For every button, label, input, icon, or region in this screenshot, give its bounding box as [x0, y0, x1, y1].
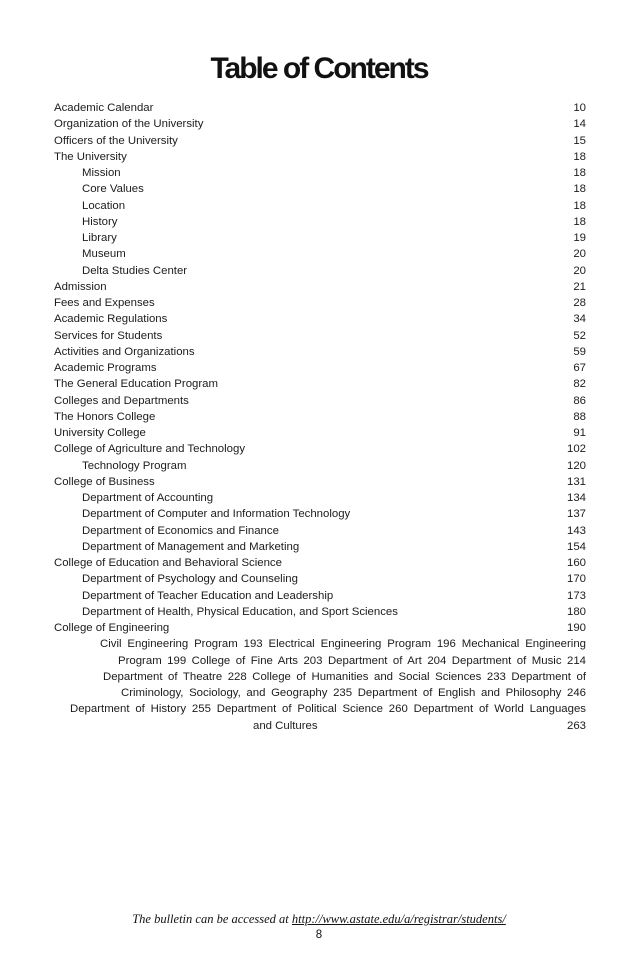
toc-subentry[interactable] — [54, 214, 586, 230]
toc-entry-label: College of Education and Behavioral Science — [54, 557, 282, 569]
toc-entry-label: The General Education Program — [54, 378, 218, 391]
toc-subentry[interactable] — [54, 523, 586, 539]
toc-entry-page: 102 — [566, 443, 586, 456]
toc-entry-page: 10 — [573, 102, 586, 114]
toc-entry-label: Department of Teacher Education and Leadership — [82, 589, 334, 602]
toc-subentry[interactable] — [54, 458, 586, 474]
toc-entry-page: 18 — [573, 215, 586, 228]
toc-entry[interactable] — [54, 425, 586, 441]
toc-entry-page: 19 — [573, 232, 586, 244]
toc-entry-page: 20 — [573, 248, 586, 261]
toc-entry-label: Department of Psychology and Counseling — [82, 573, 298, 586]
toc-entry-page: 160 — [566, 557, 586, 569]
bulletin-url-link[interactable]: http://www.astate.edu/a/registrar/students/ — [291, 912, 506, 926]
toc-entry[interactable] — [54, 344, 586, 360]
toc-runon-line: Criminology, Sociology, and Geography 235 Department of English and Philosophy 246 — [121, 687, 586, 699]
toc-entry[interactable] — [54, 409, 586, 425]
table-of-contents — [54, 100, 586, 636]
toc-entry-page: 120 — [566, 459, 586, 472]
toc-entry-label: Mission — [82, 167, 121, 179]
toc-entry-page: 67 — [573, 362, 586, 374]
toc-entry-page: 34 — [573, 313, 586, 326]
toc-entry[interactable] — [54, 116, 586, 132]
toc-subentry[interactable] — [54, 263, 586, 279]
toc-subentry[interactable] — [54, 571, 586, 587]
bulletin-access-prefix: The bulletin can be accessed at — [132, 912, 292, 926]
toc-runon-line: Civil Engineering Program 193 Electrical Engineering Program 196 Mechanical Engineering — [100, 638, 586, 651]
toc-entry-label: College of Agriculture and Technology — [54, 443, 246, 456]
toc-entry-page: 154 — [566, 540, 586, 553]
toc-entry[interactable] — [54, 295, 586, 311]
toc-subentry[interactable] — [54, 230, 586, 246]
toc-entry-page: 18 — [573, 150, 586, 163]
toc-runon-line: Program 199 College of Fine Arts 203 Department of Art 204 Department of Music 214 — [118, 654, 586, 667]
toc-entry-label: Admission — [54, 280, 107, 293]
toc-entry-page: 137 — [566, 508, 586, 521]
toc-entry-label: Services for Students — [54, 329, 163, 342]
toc-entry-page: 82 — [573, 378, 586, 391]
toc-entry-label: Library — [82, 232, 117, 244]
toc-subentry[interactable] — [54, 539, 586, 555]
toc-entry[interactable] — [54, 393, 586, 409]
toc-entry-label: The University — [54, 150, 127, 163]
toc-entry-label: Technology Program — [82, 459, 187, 472]
toc-entry-page: 91 — [573, 427, 586, 439]
toc-subentry[interactable] — [54, 506, 586, 522]
toc-entry-label: Academic Programs — [54, 362, 157, 374]
toc-entry-label: The Honors College — [54, 410, 156, 423]
toc-subentry[interactable] — [54, 246, 586, 262]
toc-entry[interactable] — [54, 279, 586, 295]
toc-entry[interactable] — [54, 311, 586, 327]
toc-entry[interactable] — [54, 100, 586, 116]
toc-entry-page: 15 — [573, 134, 586, 147]
toc-entry-label: Organization of the University — [54, 118, 204, 131]
toc-entry[interactable] — [54, 149, 586, 165]
toc-entry-page: 18 — [573, 199, 586, 212]
toc-entry-page: 88 — [573, 410, 586, 423]
toc-entry-label: Department of Economics and Finance — [82, 524, 279, 537]
toc-entry-label: College of Business — [54, 475, 155, 488]
page-title: Table of Contents — [210, 52, 428, 85]
bulletin-access-note — [0, 912, 638, 927]
toc-entry-page: 170 — [566, 573, 586, 586]
toc-entry-label: Core Values — [82, 183, 144, 196]
toc-subentry[interactable] — [54, 490, 586, 506]
toc-entry[interactable] — [54, 328, 586, 344]
toc-entry-page: 134 — [566, 492, 586, 504]
page-number: 8 — [315, 929, 323, 941]
toc-entry-label: Academic Regulations — [54, 313, 168, 326]
toc-entry-page: 18 — [573, 167, 586, 179]
toc-entry[interactable] — [54, 360, 586, 376]
toc-entry-label: Delta Studies Center — [82, 264, 188, 277]
toc-entry-page: 59 — [573, 345, 586, 358]
toc-entry-label: Academic Calendar — [54, 102, 154, 114]
toc-entry-page: 131 — [566, 475, 586, 488]
toc-entry-label: College of Engineering — [54, 622, 170, 634]
toc-entry-label: Colleges and Departments — [54, 394, 189, 407]
toc-entry-label: Fees and Expenses — [54, 297, 155, 309]
toc-entry-page: 14 — [573, 118, 586, 131]
toc-entry-label: Officers of the University — [54, 134, 178, 147]
toc-last-line-page: 263 — [566, 719, 586, 732]
toc-entry-page: 173 — [566, 589, 586, 602]
toc-entry[interactable] — [54, 620, 586, 636]
toc-entry[interactable] — [54, 441, 586, 457]
toc-entry-label: Department of Computer and Information Technology — [82, 508, 351, 521]
toc-runon-line: Department of History 255 Department of Political Science 260 Department of World Languages — [70, 703, 586, 716]
toc-entry-label: University College — [54, 427, 146, 439]
toc-entry-label: Museum — [82, 248, 126, 261]
toc-entry-label: Location — [82, 199, 126, 212]
toc-entry-page: 52 — [573, 329, 586, 342]
toc-entry-page: 28 — [573, 297, 586, 309]
toc-subentry[interactable] — [54, 181, 586, 197]
toc-entry-page: 18 — [573, 183, 586, 196]
toc-entry-page: 180 — [566, 605, 586, 618]
toc-entry-page: 190 — [566, 622, 586, 634]
toc-last-line-label: and Cultures — [253, 719, 318, 732]
toc-subentry[interactable] — [54, 604, 586, 620]
toc-entry[interactable] — [54, 133, 586, 149]
toc-entry-page: 143 — [566, 524, 586, 537]
toc-entry-label: History — [82, 215, 118, 228]
toc-subentry[interactable] — [54, 198, 586, 214]
toc-entry[interactable] — [54, 474, 586, 490]
toc-entry[interactable] — [54, 555, 586, 571]
toc-entry-label: Activities and Organizations — [54, 345, 195, 358]
toc-entry-page: 86 — [573, 394, 586, 407]
toc-subentry[interactable] — [54, 588, 586, 604]
toc-entry-page: 20 — [573, 264, 586, 277]
toc-entry-label: Department of Management and Marketing — [82, 540, 300, 553]
toc-runon-line: Department of Theatre 228 College of Humanities and Social Sciences 233 Department of — [103, 670, 586, 683]
toc-entry[interactable] — [54, 376, 586, 392]
toc-entry-label: Department of Health, Physical Education, and Sport Sciences — [82, 605, 398, 618]
toc-entry-page: 21 — [573, 280, 586, 293]
toc-subentry[interactable] — [54, 165, 586, 181]
toc-entry-label: Department of Accounting — [82, 492, 214, 504]
